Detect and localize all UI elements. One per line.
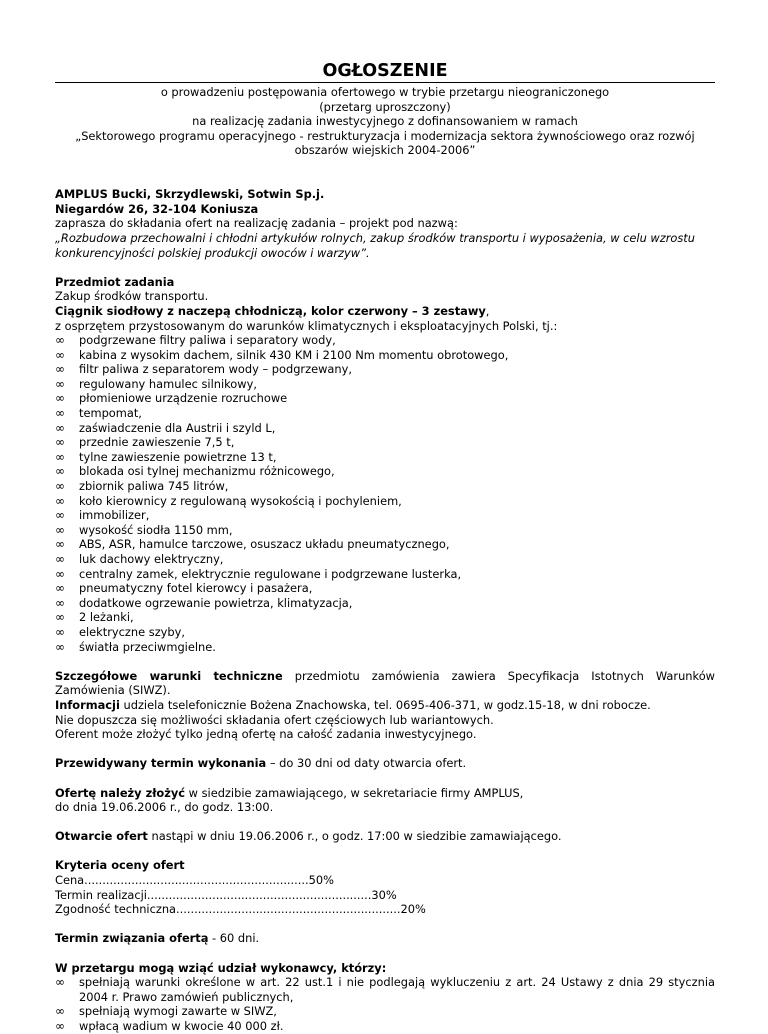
binding-text: - 60 dni. <box>208 931 260 946</box>
info-paragraph <box>55 698 715 713</box>
list-item-text: elektryczne szyby, <box>79 624 186 639</box>
list-item <box>55 333 715 348</box>
list-item <box>55 537 715 552</box>
criteria-row <box>55 887 397 903</box>
bullet-icon: ∞ <box>55 333 65 348</box>
bullet-icon: ∞ <box>55 508 65 523</box>
criteria-value: 50% <box>308 873 334 888</box>
bullet-icon: ∞ <box>55 376 65 391</box>
term-line <box>55 756 715 771</box>
bullet-icon: ∞ <box>55 522 65 537</box>
list-item <box>55 1004 715 1019</box>
list-item-text: regulowany hamulec silnikowy, <box>79 376 257 391</box>
list-item-text: centralny zamek, elektrycznie regulowane i podgrzewane lusterka, <box>79 566 462 581</box>
list-item-text: zbiornik paliwa 745 litrów, <box>79 479 229 494</box>
submission-bold: Ofertę należy złożyć <box>55 785 186 800</box>
bullet-icon: ∞ <box>55 435 65 450</box>
list-item-text: tylne zawieszenie powietrzne 13 t, <box>79 449 277 464</box>
list-item-text: spełniają warunki określone w art. 22 ust.1 i nie podlegają wykluczeniu z art. 24 Ustawy z dnia 29 stycznia 2004 r. Prawo zamówień publicznych, <box>79 975 715 1004</box>
list-item <box>55 596 715 611</box>
submission-line <box>55 786 715 801</box>
intro-line: obszarów wiejskich 2004-2006” <box>294 143 476 158</box>
bullet-icon: ∞ <box>55 581 65 596</box>
partial-offers-line: Nie dopuszcza się możliwości składania ofert częściowych lub wariantowych. <box>55 712 494 727</box>
list-item-text: przednie zawieszenie 7,5 t, <box>79 435 235 450</box>
document-page <box>55 0 715 1034</box>
company-address: Niegardów 26, 32-104 Koniusza <box>55 201 259 216</box>
list-item-text: ABS, ASR, hamulce tarczowe, osuszacz układu pneumatycznego, <box>79 537 450 552</box>
list-item-text: kabina z wysokim dachem, silnik 430 KM i 2100 Nm momentu obrotowego, <box>79 347 509 362</box>
list-item-text: zaświadczenie dla Austrii i szyld L, <box>79 420 276 435</box>
list-item <box>55 552 715 567</box>
list-item <box>55 421 715 436</box>
criteria-value: 30% <box>371 887 397 902</box>
list-item-text: immobilizer, <box>79 508 150 523</box>
list-item-text: filtr paliwa z separatorem wody – podgrzewany, <box>79 362 352 377</box>
bullet-icon: ∞ <box>55 391 65 406</box>
bullet-icon: ∞ <box>55 639 65 654</box>
subject-section <box>55 275 715 654</box>
criteria-row <box>55 873 334 888</box>
eligibility-heading: W przetargu mogą wziąć udział wykonawcy, którzy: <box>55 960 387 975</box>
document-title: OGŁOSZENIE <box>322 61 448 81</box>
criteria-label: Termin realizacji <box>55 887 147 902</box>
subject-line: Zakup środków transportu. <box>55 289 209 304</box>
bullet-icon: ∞ <box>55 1004 65 1019</box>
list-item-text: luk dachowy elektryczny, <box>79 552 224 566</box>
list-item <box>55 581 715 596</box>
criteria-label: Zgodność techniczna <box>55 902 177 917</box>
bullet-icon: ∞ <box>55 1019 65 1033</box>
criteria-dots: .............................................................. <box>146 887 372 902</box>
company-name: AMPLUS Bucki, Skrzydlewski, Sotwin Sp.j. <box>55 187 325 202</box>
subject-heading: Przedmiot zadania <box>55 274 175 289</box>
list-item-text: podgrzewane filtry paliwa i separatory wody, <box>79 333 336 348</box>
list-item-text: 2 leżanki, <box>79 610 134 625</box>
list-item <box>55 625 715 640</box>
bullet-icon: ∞ <box>55 624 65 639</box>
eligibility-list <box>55 975 715 1033</box>
bullet-icon: ∞ <box>55 347 65 362</box>
conditions-text: przedmiotu zamówienia zawiera Specyfikacja Istotnych Warunków Zamówienia (SIWZ). <box>55 668 715 698</box>
intro-line: „Sektorowego programu operacyjnego - restrukturyzacja i modernizacja sektora żywnościowego oraz rozwój <box>75 128 695 143</box>
binding-line <box>55 931 715 946</box>
bullet-icon: ∞ <box>55 420 65 435</box>
list-item <box>55 406 715 421</box>
submission-deadline: do dnia 19.06.2006 r., do godz. 13:00. <box>55 800 274 815</box>
list-item-text: koło kierownicy z regulowaną wysokością i pochyleniem, <box>79 493 402 508</box>
criteria-dots: .............................................................. <box>84 873 309 888</box>
project-title-line: konkurencyjności polskiej produkcji owoców i warzyw”. <box>55 245 370 260</box>
bullet-icon: ∞ <box>55 362 65 377</box>
title-rule <box>55 82 715 83</box>
subject-line: z osprzętem przystosowanym do warunków klimatycznych i eksploatacyjnych Polski, tj.: <box>55 318 558 333</box>
project-title-line: „Rozbudowa przechowalni i chłodni artykułów rolnych, zakup środków transportu i wyposażenia, w celu wzrostu <box>55 230 695 245</box>
bullet-icon: ∞ <box>55 552 65 566</box>
list-item <box>55 348 715 363</box>
list-item <box>55 435 715 450</box>
opening-line <box>55 829 715 844</box>
list-item <box>55 508 715 523</box>
criteria-value: 20% <box>400 902 426 917</box>
eligibility-section <box>55 961 715 1034</box>
intro-line: na realizację zadania inwestycyjnego z dofinansowaniem w ramach <box>192 114 578 129</box>
binding-bold: Termin związania ofertą <box>55 931 209 946</box>
list-item <box>55 362 715 377</box>
opening-bold: Otwarcie ofert <box>55 829 148 844</box>
conditions-section <box>55 669 715 742</box>
criteria-dots: .............................................................. <box>176 902 401 917</box>
bullet-icon: ∞ <box>55 610 65 625</box>
opening-text: nastąpi w dniu 19.06.2006 r., o godz. 17:00 w siedzibie zamawiającego. <box>147 829 562 844</box>
list-item <box>55 479 715 494</box>
single-offer-line: Oferent może złożyć tylko jedną ofertę na całość zadania inwestycyjnego. <box>55 727 477 742</box>
info-text: udziela tselefonicznie Bożena Znachowska, tel. 0695-406-371, w godz.15-18, w dni robocze. <box>119 697 651 712</box>
conditions-paragraph <box>55 669 715 698</box>
list-item-text: płomieniowe urządzenie rozruchowe <box>79 391 288 406</box>
conditions-bold: Szczegółowe warunki techniczne <box>55 668 283 683</box>
list-item-text: dodatkowe ogrzewanie powietrza, klimatyzacja, <box>79 595 353 610</box>
bullet-icon: ∞ <box>55 449 65 464</box>
submission-section <box>55 786 715 815</box>
list-item <box>55 1019 715 1034</box>
company-block <box>55 187 715 260</box>
intro-block <box>55 85 715 158</box>
subject-item-tail: , <box>485 303 490 318</box>
subject-item-name: Ciągnik siodłowy z naczepą chłodniczą, kolor czerwony – 3 zestawy <box>55 303 486 318</box>
list-item-text: światła przeciwmgielne. <box>79 639 216 654</box>
bullet-icon: ∞ <box>55 464 65 479</box>
list-item-text: spełniają wymogi zawarte w SIWZ, <box>79 1004 277 1019</box>
bullet-icon: ∞ <box>55 493 65 508</box>
list-item <box>55 377 715 392</box>
list-item-text: wpłacą wadium w kwocie 40 000 zł. <box>79 1019 284 1033</box>
list-item-text: pneumatyczny fotel kierowcy i pasażera, <box>79 581 313 596</box>
list-item-text: wysokość siodła 1150 mm, <box>79 522 233 537</box>
list-item <box>55 464 715 479</box>
submission-text: w siedzibie zamawiającego, w sekretariacie firmy AMPLUS, <box>185 785 524 800</box>
list-item <box>55 391 715 406</box>
bullet-icon: ∞ <box>55 566 65 581</box>
info-bold: Informacji <box>55 697 120 712</box>
list-item <box>55 523 715 538</box>
term-text: – do 30 dni od daty otwarcia ofert. <box>266 756 467 771</box>
list-item <box>55 567 715 582</box>
criteria-row <box>55 902 426 917</box>
criteria-section <box>55 858 715 916</box>
invitation-text: zaprasza do składania ofert na realizację zadania – projekt pod nazwą: <box>55 216 458 231</box>
intro-line: o prowadzeniu postępowania ofertowego w trybie przetargu nieograniczonego <box>160 85 610 99</box>
features-list <box>55 333 715 654</box>
bullet-icon: ∞ <box>55 537 65 552</box>
bullet-icon: ∞ <box>55 595 65 610</box>
list-item <box>55 494 715 509</box>
intro-line: (przetarg uproszczony) <box>319 99 451 114</box>
bullet-icon: ∞ <box>55 975 65 990</box>
list-item <box>55 640 715 655</box>
list-item <box>55 450 715 465</box>
bullet-icon: ∞ <box>55 479 65 494</box>
criteria-label: Cena <box>55 873 85 888</box>
list-item-text: tempomat, <box>79 406 142 421</box>
criteria-heading: Kryteria oceny ofert <box>55 858 185 873</box>
list-item <box>55 610 715 625</box>
bullet-icon: ∞ <box>55 406 65 421</box>
list-item-text: blokada osi tylnej mechanizmu różnicowego, <box>79 464 335 479</box>
subject-item <box>55 304 715 319</box>
term-bold: Przewidywany termin wykonania <box>55 756 267 771</box>
list-item <box>55 975 715 1004</box>
